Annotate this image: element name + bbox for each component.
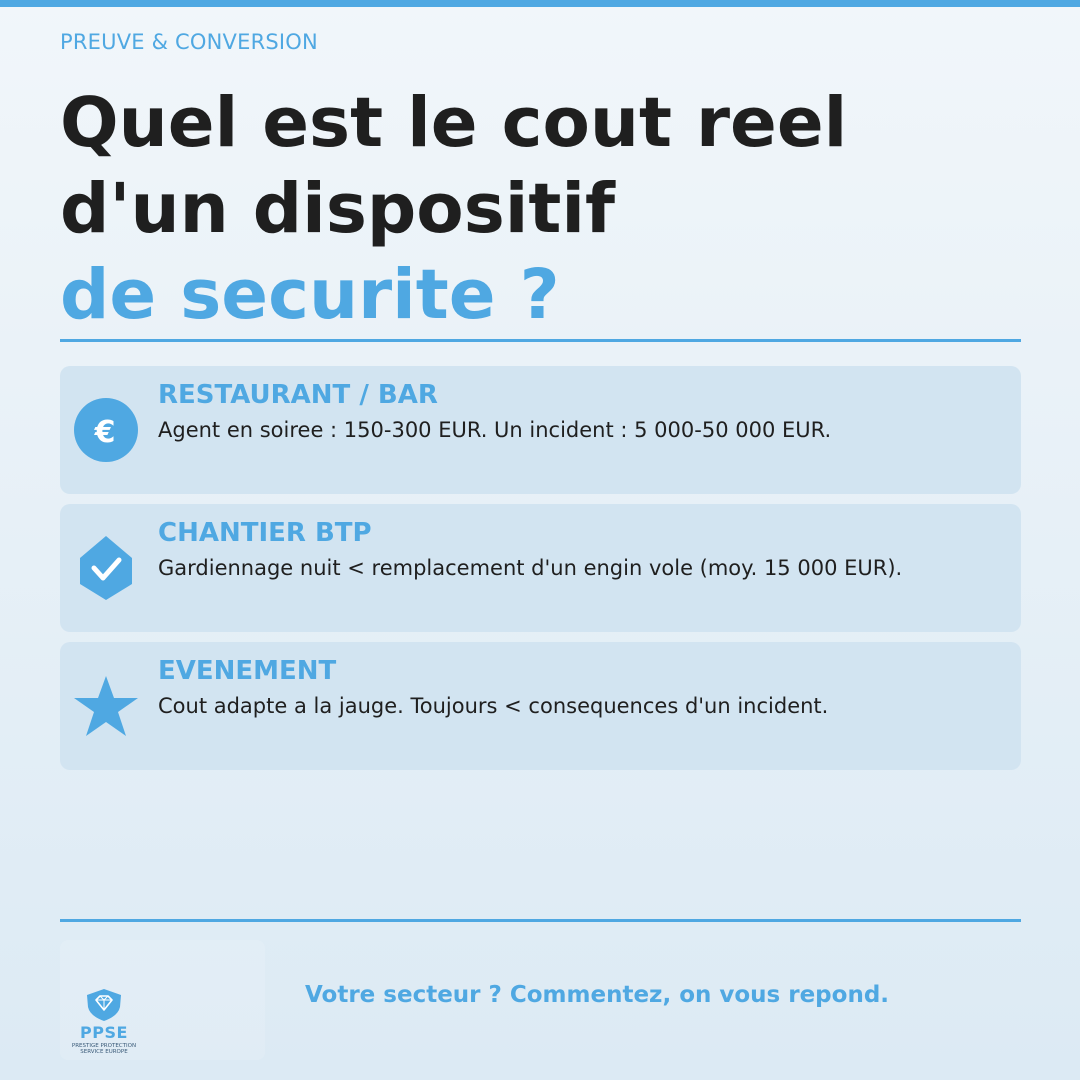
- card-restaurant-bar: [60, 366, 1021, 494]
- card-title: EVENEMENT: [158, 656, 337, 686]
- sector-cards: [60, 366, 1021, 780]
- diamond-shield-icon: [85, 988, 123, 1022]
- page-title: [60, 80, 847, 338]
- euro-icon: [72, 396, 140, 464]
- top-accent-bar: [0, 0, 1080, 7]
- title-line-2: d'un dispositif: [60, 169, 616, 249]
- title-line-3-accent: de securite ?: [60, 255, 560, 335]
- shield-check-icon: [72, 534, 140, 602]
- card-description: Cout adapte a la jauge. Toujours < consequences d'un incident.: [158, 694, 829, 718]
- card-title: RESTAURANT / BAR: [158, 380, 438, 410]
- eyebrow-label: PREUVE & CONVERSION: [60, 30, 318, 54]
- card-evenement: [60, 642, 1021, 770]
- svg-text:€: €: [94, 415, 116, 450]
- footer-divider: [60, 919, 1021, 922]
- title-line-1: Quel est le cout reel: [60, 83, 848, 163]
- call-to-action: Votre secteur ? Commentez, on vous repond.: [305, 982, 890, 1008]
- card-chantier-btp: [60, 504, 1021, 632]
- ppse-logo: [60, 940, 265, 1060]
- logo-tagline: PRESTIGE PROTECTION SERVICE EUROPE: [71, 1043, 137, 1055]
- logo-name: PPSE: [80, 1023, 128, 1042]
- header-divider: [60, 339, 1021, 342]
- card-title: CHANTIER BTP: [158, 518, 372, 548]
- card-description: Gardiennage nuit < remplacement d'un engin vole (moy. 15 000 EUR).: [158, 556, 903, 580]
- star-icon: [72, 672, 140, 740]
- card-description: Agent en soiree : 150-300 EUR. Un incident : 5 000-50 000 EUR.: [158, 418, 832, 442]
